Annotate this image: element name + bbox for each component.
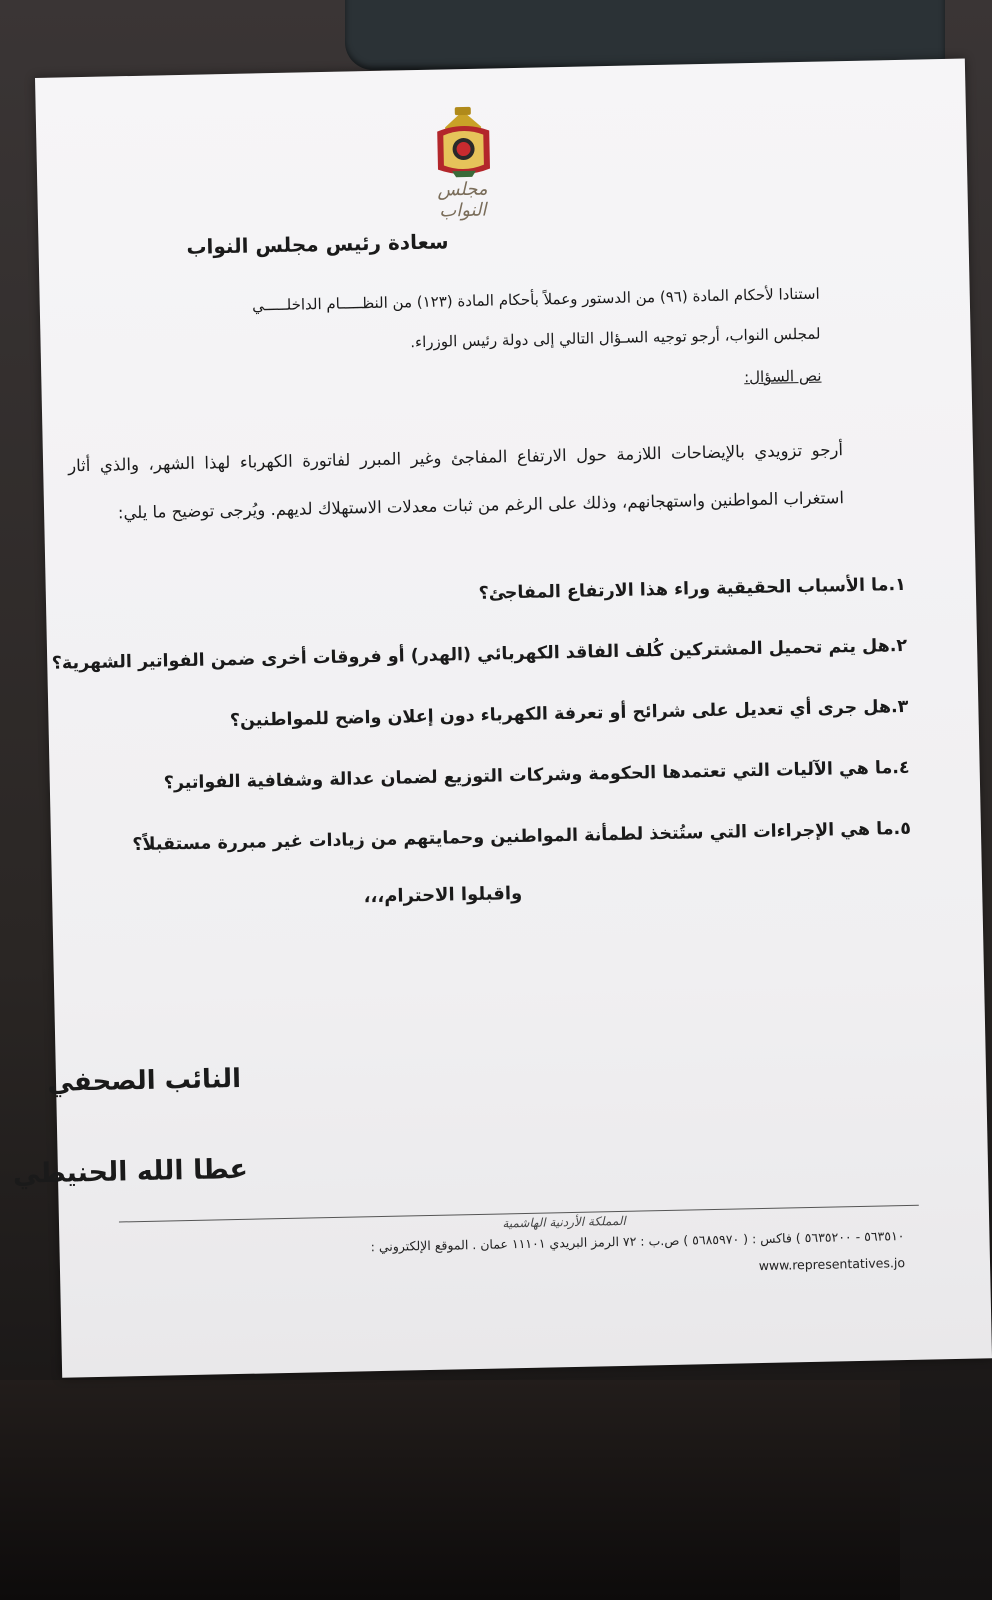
letter-page — [12, 59, 992, 1378]
list-item: ١.ما الأسباب الحقيقية وراء هذا الارتفاع المفاجئ؟ — [478, 574, 907, 604]
signature-name: عطا الله الحنيطي — [12, 1153, 249, 1190]
footer-contact-line: ٥٦٣٥١٠ - ٥٦٣٥٢٠٠ ) فاكس : ( ٥٦٨٥٩٧٠ ) ص.ب : ٧٢ الرمز البريدي ١١١٠١ عمان . الموقع الإلكتروني : — [370, 1228, 905, 1255]
coat-of-arms-icon — [431, 106, 496, 179]
footer-kingdom-logo: المملكة الأردنية الهاشمية — [502, 1213, 626, 1231]
list-item: ٥.ما هي الإجراءات التي ستُتخذ لطمأنة المواطنين وحمايتهم من زيادات غير مبررة مستقبلاً؟ — [132, 818, 912, 856]
council-logo-text: مجلس النواب — [437, 178, 488, 222]
list-item: ٤.ما هي الآليات التي تعتمدها الحكومة وشركات التوزيع لضمان عدالة وشفافية الفواتير؟ — [163, 757, 910, 794]
list-item: ٣.هل جرى أي تعديل على شرائح أو تعرفة الكهرباء دون إعلان واضح للمواطنين؟ — [229, 696, 909, 732]
intro-line-1: استنادا لأحكام المادة (٩٦) من الدستور وعملاً بأحكام المادة (١٢٣) من النظـــــام الداخلـــــي — [251, 284, 820, 315]
question-label: نص السؤال: — [743, 366, 822, 387]
letter-heading: سعادة رئيس مجلس النواب — [186, 229, 449, 259]
closing-line: واقبلوا الاحترام،،، — [363, 882, 523, 908]
folder-background — [345, 0, 945, 70]
list-item: ٢.هل يتم تحميل المشتركين كُلف الفاقد الكهربائي (الهدر) أو فروقات أخرى ضمن الفواتير الشهرية؟ — [51, 635, 908, 674]
intro-paragraph — [252, 274, 821, 366]
footer-website: www.representatives.jo — [758, 1255, 906, 1274]
question-body: أرجو تزويدي بالإيضاحات اللازمة حول الارتفاع المفاجئ وغير المبرر لفاتورة الكهرباء لهذا الشهر، والذي أثار استغراب المواطنين واستهجانهم، وذلك على الرغم من ثبات معدلات الاستهلاك لديهم. ويُرجى توضيح ما يلي: — [67, 440, 845, 523]
signature-title: النائب الصحفي — [47, 1063, 242, 1098]
questions-list — [50, 555, 912, 878]
desk-surface — [0, 1380, 900, 1600]
intro-line-2: لمجلس النواب، أرجو توجيه السـؤال التالي إلى دولة رئيس الوزراء. — [410, 324, 821, 352]
